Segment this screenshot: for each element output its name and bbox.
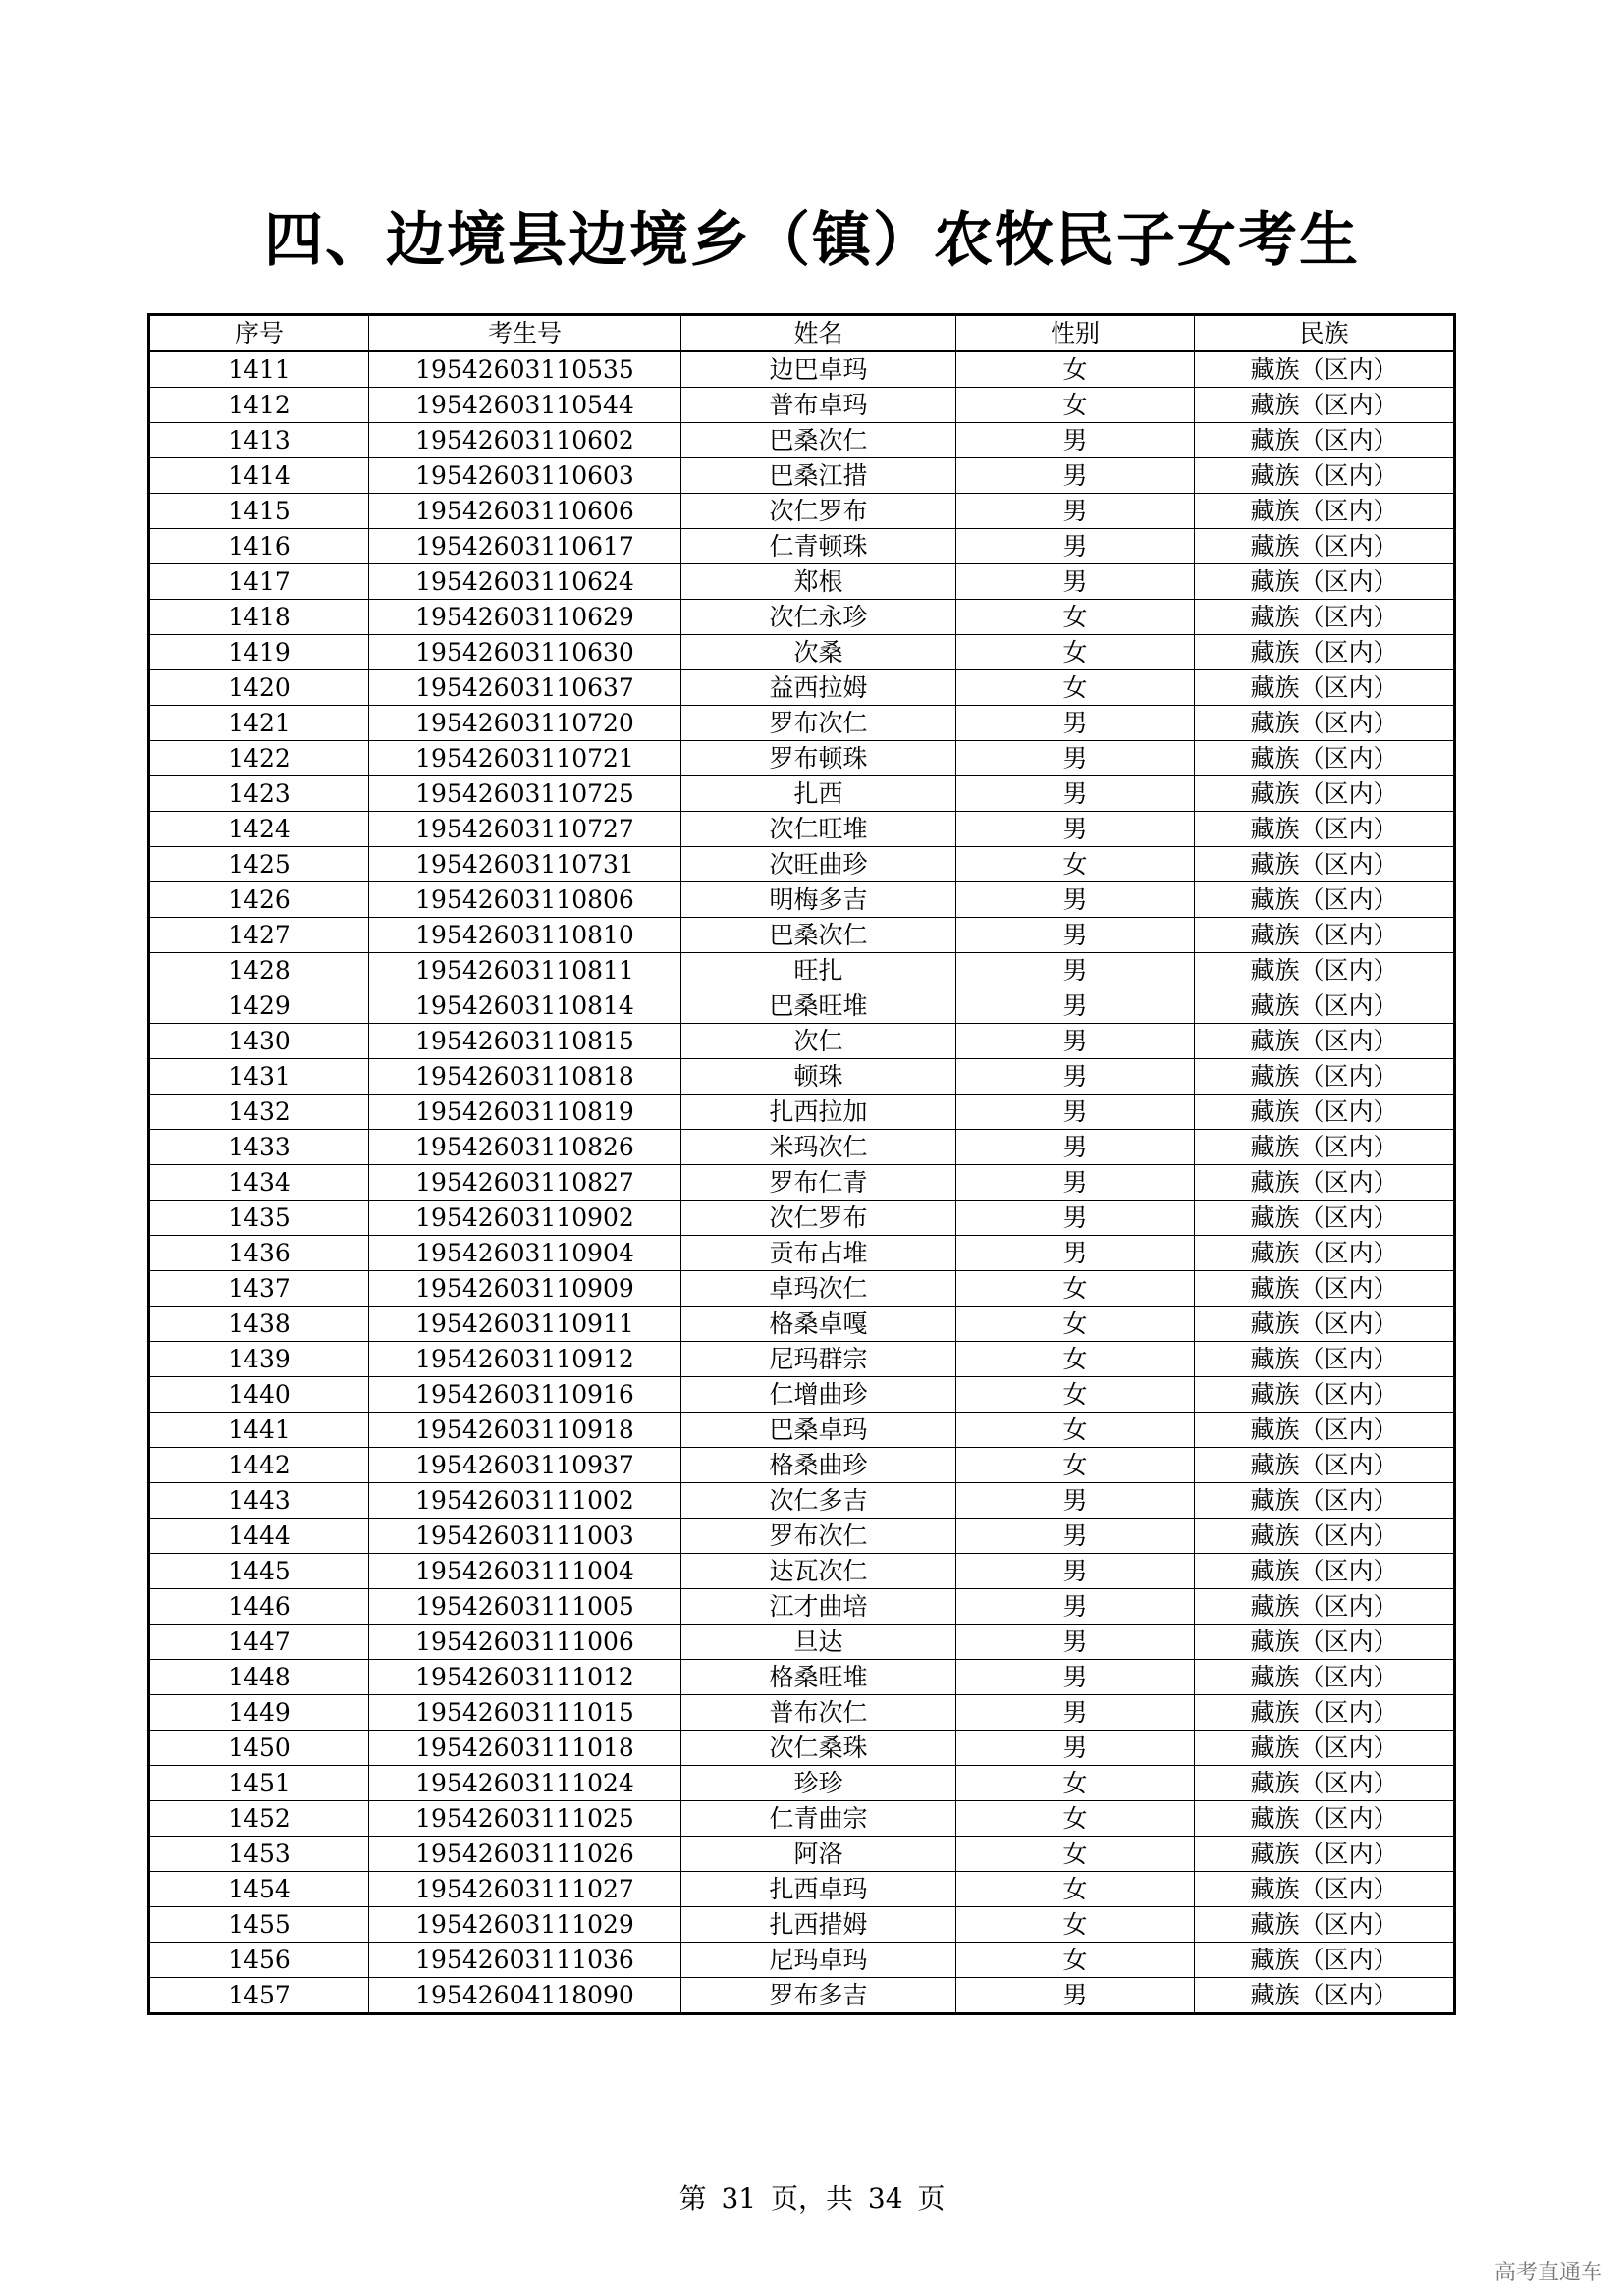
cell-ethnicity: 藏族（区内）	[1195, 953, 1455, 988]
cell-gender: 女	[956, 1307, 1195, 1342]
table-row	[149, 741, 1455, 776]
cell-gender: 男	[956, 423, 1195, 458]
cell-exam-id: 19542603111025	[369, 1801, 681, 1837]
cell-ethnicity: 藏族（区内）	[1195, 1660, 1455, 1695]
table-row	[149, 776, 1455, 812]
watermark-text: 高考直通车	[1493, 2261, 1602, 2285]
table-row	[149, 423, 1455, 458]
cell-exam-id: 19542603110721	[369, 741, 681, 776]
cell-ethnicity: 藏族（区内）	[1195, 1236, 1455, 1271]
cell-exam-id: 19542603110827	[369, 1165, 681, 1201]
cell-exam-id: 19542603110916	[369, 1377, 681, 1413]
cell-ethnicity: 藏族（区内）	[1195, 458, 1455, 494]
cell-exam-id: 19542603110815	[369, 1024, 681, 1059]
cell-gender: 男	[956, 1519, 1195, 1554]
table-row	[149, 635, 1455, 670]
cell-exam-id: 19542603110544	[369, 388, 681, 423]
cell-gender: 女	[956, 847, 1195, 882]
cell-gender: 女	[956, 1907, 1195, 1943]
cell-name: 普布卓玛	[681, 388, 956, 423]
cell-index: 1430	[149, 1024, 369, 1059]
cell-name: 阿洛	[681, 1837, 956, 1872]
cell-name: 仁青顿珠	[681, 529, 956, 564]
table-row	[149, 1872, 1455, 1907]
cell-name: 次仁罗布	[681, 1201, 956, 1236]
cell-gender: 男	[956, 1625, 1195, 1660]
cell-name: 旦达	[681, 1625, 956, 1660]
cell-name: 卓玛次仁	[681, 1271, 956, 1307]
cell-ethnicity: 藏族（区内）	[1195, 1625, 1455, 1660]
table-row	[149, 1695, 1455, 1731]
cell-name: 珍珍	[681, 1766, 956, 1801]
table-header	[149, 315, 1455, 352]
cell-name: 米玛次仁	[681, 1130, 956, 1165]
cell-name: 巴桑次仁	[681, 918, 956, 953]
cell-name: 次桑	[681, 635, 956, 670]
table-row	[149, 1837, 1455, 1872]
cell-ethnicity: 藏族（区内）	[1195, 1095, 1455, 1130]
cell-name: 次仁永珍	[681, 600, 956, 635]
cell-ethnicity: 藏族（区内）	[1195, 1872, 1455, 1907]
table-row	[149, 458, 1455, 494]
table-row	[149, 1307, 1455, 1342]
cell-name: 顿珠	[681, 1059, 956, 1095]
table-row	[149, 1801, 1455, 1837]
cell-index: 1436	[149, 1236, 369, 1271]
cell-gender: 男	[956, 564, 1195, 600]
cell-exam-id: 19542603111004	[369, 1554, 681, 1589]
cell-exam-id: 19542603111005	[369, 1589, 681, 1625]
cell-exam-id: 19542603111026	[369, 1837, 681, 1872]
cell-ethnicity: 藏族（区内）	[1195, 812, 1455, 847]
cell-exam-id: 19542604118090	[369, 1978, 681, 2014]
table-row	[149, 1342, 1455, 1377]
column-header-exam-id: 考生号	[369, 315, 681, 352]
page-footer: 第 31 页，共 34 页	[678, 2182, 946, 2215]
cell-ethnicity: 藏族（区内）	[1195, 423, 1455, 458]
cell-index: 1455	[149, 1907, 369, 1943]
cell-index: 1419	[149, 635, 369, 670]
cell-name: 仁增曲珍	[681, 1377, 956, 1413]
cell-name: 扎西拉加	[681, 1095, 956, 1130]
cell-index: 1422	[149, 741, 369, 776]
cell-exam-id: 19542603110810	[369, 918, 681, 953]
cell-gender: 男	[956, 988, 1195, 1024]
cell-index: 1442	[149, 1448, 369, 1483]
cell-gender: 男	[956, 494, 1195, 529]
cell-exam-id: 19542603110602	[369, 423, 681, 458]
cell-index: 1456	[149, 1943, 369, 1978]
table-row	[149, 882, 1455, 918]
cell-ethnicity: 藏族（区内）	[1195, 1342, 1455, 1377]
cell-name: 郑根	[681, 564, 956, 600]
table-row	[149, 953, 1455, 988]
cell-index: 1433	[149, 1130, 369, 1165]
cell-name: 次旺曲珍	[681, 847, 956, 882]
table-row	[149, 1236, 1455, 1271]
table-row	[149, 1660, 1455, 1695]
cell-gender: 女	[956, 1448, 1195, 1483]
cell-ethnicity: 藏族（区内）	[1195, 1130, 1455, 1165]
cell-gender: 男	[956, 1236, 1195, 1271]
cell-exam-id: 19542603110720	[369, 706, 681, 741]
cell-gender: 女	[956, 1943, 1195, 1978]
cell-gender: 女	[956, 388, 1195, 423]
cell-ethnicity: 藏族（区内）	[1195, 1483, 1455, 1519]
cell-name: 达瓦次仁	[681, 1554, 956, 1589]
cell-index: 1443	[149, 1483, 369, 1519]
cell-index: 1454	[149, 1872, 369, 1907]
table-row	[149, 494, 1455, 529]
cell-name: 格桑曲珍	[681, 1448, 956, 1483]
table-row	[149, 1731, 1455, 1766]
cell-exam-id: 19542603110937	[369, 1448, 681, 1483]
table-row	[149, 1024, 1455, 1059]
table-row	[149, 1201, 1455, 1236]
cell-index: 1414	[149, 458, 369, 494]
cell-name: 贡布占堆	[681, 1236, 956, 1271]
cell-gender: 女	[956, 1872, 1195, 1907]
table-body	[149, 351, 1455, 2014]
cell-ethnicity: 藏族（区内）	[1195, 1413, 1455, 1448]
table-row	[149, 1059, 1455, 1095]
cell-ethnicity: 藏族（区内）	[1195, 635, 1455, 670]
table-row	[149, 1413, 1455, 1448]
cell-index: 1445	[149, 1554, 369, 1589]
cell-ethnicity: 藏族（区内）	[1195, 741, 1455, 776]
table-row	[149, 918, 1455, 953]
cell-index: 1457	[149, 1978, 369, 2014]
cell-name: 明梅多吉	[681, 882, 956, 918]
cell-gender: 女	[956, 1837, 1195, 1872]
cell-name: 次仁旺堆	[681, 812, 956, 847]
cell-exam-id: 19542603111036	[369, 1943, 681, 1978]
cell-ethnicity: 藏族（区内）	[1195, 1307, 1455, 1342]
cell-name: 扎西卓玛	[681, 1872, 956, 1907]
cell-name: 普布次仁	[681, 1695, 956, 1731]
cell-gender: 男	[956, 953, 1195, 988]
cell-name: 仁青曲宗	[681, 1801, 956, 1837]
cell-exam-id: 19542603110731	[369, 847, 681, 882]
table-row	[149, 388, 1455, 423]
cell-ethnicity: 藏族（区内）	[1195, 1554, 1455, 1589]
cell-exam-id: 19542603110603	[369, 458, 681, 494]
cell-gender: 男	[956, 741, 1195, 776]
cell-ethnicity: 藏族（区内）	[1195, 1837, 1455, 1872]
cell-ethnicity: 藏族（区内）	[1195, 1589, 1455, 1625]
cell-name: 巴桑江措	[681, 458, 956, 494]
cell-exam-id: 19542603110902	[369, 1201, 681, 1236]
cell-exam-id: 19542603110912	[369, 1342, 681, 1377]
cell-gender: 男	[956, 1483, 1195, 1519]
cell-index: 1452	[149, 1801, 369, 1837]
table-row	[149, 1907, 1455, 1943]
cell-index: 1441	[149, 1413, 369, 1448]
cell-name: 罗布仁青	[681, 1165, 956, 1201]
cell-gender: 女	[956, 635, 1195, 670]
cell-exam-id: 19542603110727	[369, 812, 681, 847]
cell-ethnicity: 藏族（区内）	[1195, 1519, 1455, 1554]
table-row	[149, 1271, 1455, 1307]
cell-exam-id: 19542603110617	[369, 529, 681, 564]
cell-name: 次仁	[681, 1024, 956, 1059]
cell-ethnicity: 藏族（区内）	[1195, 776, 1455, 812]
table-row	[149, 564, 1455, 600]
cell-exam-id: 19542603110637	[369, 670, 681, 706]
table-row	[149, 1483, 1455, 1519]
table-row	[149, 1978, 1455, 2014]
cell-exam-id: 19542603110814	[369, 988, 681, 1024]
cell-index: 1429	[149, 988, 369, 1024]
cell-ethnicity: 藏族（区内）	[1195, 847, 1455, 882]
cell-gender: 男	[956, 882, 1195, 918]
cell-name: 罗布多吉	[681, 1978, 956, 2014]
cell-ethnicity: 藏族（区内）	[1195, 918, 1455, 953]
table-row	[149, 1943, 1455, 1978]
cell-gender: 男	[956, 529, 1195, 564]
cell-index: 1432	[149, 1095, 369, 1130]
cell-index: 1423	[149, 776, 369, 812]
cell-ethnicity: 藏族（区内）	[1195, 670, 1455, 706]
cell-exam-id: 19542603110629	[369, 600, 681, 635]
cell-ethnicity: 藏族（区内）	[1195, 1907, 1455, 1943]
cell-exam-id: 19542603110819	[369, 1095, 681, 1130]
table-row	[149, 1589, 1455, 1625]
cell-ethnicity: 藏族（区内）	[1195, 1695, 1455, 1731]
cell-name: 格桑旺堆	[681, 1660, 956, 1695]
cell-gender: 男	[956, 812, 1195, 847]
header-row	[149, 315, 1455, 352]
cell-index: 1426	[149, 882, 369, 918]
cell-name: 巴桑卓玛	[681, 1413, 956, 1448]
cell-index: 1435	[149, 1201, 369, 1236]
cell-exam-id: 19542603111015	[369, 1695, 681, 1731]
cell-index: 1453	[149, 1837, 369, 1872]
cell-ethnicity: 藏族（区内）	[1195, 1943, 1455, 1978]
cell-gender: 女	[956, 600, 1195, 635]
table-row	[149, 670, 1455, 706]
cell-name: 次仁桑珠	[681, 1731, 956, 1766]
cell-ethnicity: 藏族（区内）	[1195, 351, 1455, 388]
table-row	[149, 1625, 1455, 1660]
cell-ethnicity: 藏族（区内）	[1195, 564, 1455, 600]
cell-gender: 男	[956, 1978, 1195, 2014]
column-header-name: 姓名	[681, 315, 956, 352]
cell-ethnicity: 藏族（区内）	[1195, 1024, 1455, 1059]
cell-ethnicity: 藏族（区内）	[1195, 1731, 1455, 1766]
cell-exam-id: 19542603111027	[369, 1872, 681, 1907]
cell-exam-id: 19542603110535	[369, 351, 681, 388]
cell-index: 1415	[149, 494, 369, 529]
cell-name: 旺扎	[681, 953, 956, 988]
cell-ethnicity: 藏族（区内）	[1195, 706, 1455, 741]
table-row	[149, 529, 1455, 564]
cell-index: 1450	[149, 1731, 369, 1766]
table-row	[149, 988, 1455, 1024]
cell-index: 1421	[149, 706, 369, 741]
table-row	[149, 1130, 1455, 1165]
cell-index: 1416	[149, 529, 369, 564]
cell-index: 1427	[149, 918, 369, 953]
cell-gender: 男	[956, 1660, 1195, 1695]
cell-exam-id: 19542603110725	[369, 776, 681, 812]
cell-name: 巴桑旺堆	[681, 988, 956, 1024]
cell-exam-id: 19542603111024	[369, 1766, 681, 1801]
cell-gender: 男	[956, 458, 1195, 494]
cell-gender: 男	[956, 706, 1195, 741]
cell-gender: 男	[956, 1554, 1195, 1589]
table-row	[149, 1448, 1455, 1483]
cell-name: 巴桑次仁	[681, 423, 956, 458]
cell-name: 次仁罗布	[681, 494, 956, 529]
cell-gender: 男	[956, 1095, 1195, 1130]
table-row	[149, 1095, 1455, 1130]
cell-exam-id: 19542603110904	[369, 1236, 681, 1271]
cell-name: 扎西	[681, 776, 956, 812]
cell-gender: 男	[956, 1201, 1195, 1236]
cell-exam-id: 19542603111002	[369, 1483, 681, 1519]
cell-name: 罗布次仁	[681, 706, 956, 741]
cell-exam-id: 19542603111018	[369, 1731, 681, 1766]
cell-name: 尼玛群宗	[681, 1342, 956, 1377]
document-title: 四、边境县边境乡（镇）农牧民子女考生	[264, 206, 1360, 275]
cell-index: 1451	[149, 1766, 369, 1801]
cell-gender: 女	[956, 1342, 1195, 1377]
column-header-gender: 性别	[956, 315, 1195, 352]
cell-gender: 男	[956, 918, 1195, 953]
table-row	[149, 812, 1455, 847]
cell-gender: 男	[956, 1059, 1195, 1095]
cell-exam-id: 19542603110624	[369, 564, 681, 600]
cell-exam-id: 19542603110806	[369, 882, 681, 918]
cell-gender: 女	[956, 1766, 1195, 1801]
table-row	[149, 600, 1455, 635]
cell-index: 1447	[149, 1625, 369, 1660]
cell-name: 扎西措姆	[681, 1907, 956, 1943]
cell-index: 1434	[149, 1165, 369, 1201]
cell-index: 1437	[149, 1271, 369, 1307]
cell-ethnicity: 藏族（区内）	[1195, 600, 1455, 635]
cell-index: 1424	[149, 812, 369, 847]
cell-index: 1411	[149, 351, 369, 388]
cell-exam-id: 19542603111006	[369, 1625, 681, 1660]
cell-ethnicity: 藏族（区内）	[1195, 1978, 1455, 2014]
cell-ethnicity: 藏族（区内）	[1195, 1377, 1455, 1413]
cell-name: 尼玛卓玛	[681, 1943, 956, 1978]
cell-exam-id: 19542603110826	[369, 1130, 681, 1165]
table-row	[149, 1519, 1455, 1554]
cell-gender: 女	[956, 670, 1195, 706]
table-row	[149, 1165, 1455, 1201]
cell-ethnicity: 藏族（区内）	[1195, 529, 1455, 564]
cell-ethnicity: 藏族（区内）	[1195, 988, 1455, 1024]
cell-exam-id: 19542603110630	[369, 635, 681, 670]
table-row	[149, 351, 1455, 388]
cell-index: 1431	[149, 1059, 369, 1095]
cell-index: 1444	[149, 1519, 369, 1554]
cell-ethnicity: 藏族（区内）	[1195, 1059, 1455, 1095]
cell-gender: 女	[956, 351, 1195, 388]
table-row	[149, 1377, 1455, 1413]
cell-gender: 女	[956, 1801, 1195, 1837]
cell-exam-id: 19542603110909	[369, 1271, 681, 1307]
cell-ethnicity: 藏族（区内）	[1195, 1448, 1455, 1483]
cell-ethnicity: 藏族（区内）	[1195, 1165, 1455, 1201]
cell-index: 1417	[149, 564, 369, 600]
cell-exam-id: 19542603111029	[369, 1907, 681, 1943]
column-header-ethnicity: 民族	[1195, 315, 1455, 352]
cell-exam-id: 19542603111003	[369, 1519, 681, 1554]
cell-name: 边巴卓玛	[681, 351, 956, 388]
cell-gender: 女	[956, 1413, 1195, 1448]
cell-exam-id: 19542603110811	[369, 953, 681, 988]
cell-exam-id: 19542603110918	[369, 1413, 681, 1448]
cell-index: 1439	[149, 1342, 369, 1377]
table-row	[149, 847, 1455, 882]
cell-gender: 女	[956, 1377, 1195, 1413]
cell-exam-id: 19542603110818	[369, 1059, 681, 1095]
cell-gender: 女	[956, 1271, 1195, 1307]
table-row	[149, 1554, 1455, 1589]
cell-index: 1412	[149, 388, 369, 423]
cell-ethnicity: 藏族（区内）	[1195, 1801, 1455, 1837]
cell-exam-id: 19542603110606	[369, 494, 681, 529]
cell-index: 1446	[149, 1589, 369, 1625]
cell-index: 1438	[149, 1307, 369, 1342]
candidate-table	[147, 313, 1456, 2015]
cell-index: 1425	[149, 847, 369, 882]
cell-exam-id: 19542603110911	[369, 1307, 681, 1342]
table-row	[149, 1766, 1455, 1801]
cell-gender: 男	[956, 776, 1195, 812]
cell-ethnicity: 藏族（区内）	[1195, 494, 1455, 529]
cell-index: 1413	[149, 423, 369, 458]
cell-ethnicity: 藏族（区内）	[1195, 1766, 1455, 1801]
cell-ethnicity: 藏族（区内）	[1195, 1201, 1455, 1236]
cell-name: 益西拉姆	[681, 670, 956, 706]
column-header-index: 序号	[149, 315, 369, 352]
cell-name: 罗布顿珠	[681, 741, 956, 776]
cell-index: 1448	[149, 1660, 369, 1695]
cell-gender: 男	[956, 1695, 1195, 1731]
cell-index: 1449	[149, 1695, 369, 1731]
cell-index: 1420	[149, 670, 369, 706]
cell-ethnicity: 藏族（区内）	[1195, 882, 1455, 918]
cell-name: 江才曲培	[681, 1589, 956, 1625]
cell-gender: 男	[956, 1589, 1195, 1625]
table-row	[149, 706, 1455, 741]
cell-name: 格桑卓嘎	[681, 1307, 956, 1342]
cell-gender: 男	[956, 1130, 1195, 1165]
cell-exam-id: 19542603111012	[369, 1660, 681, 1695]
cell-gender: 男	[956, 1024, 1195, 1059]
cell-ethnicity: 藏族（区内）	[1195, 1271, 1455, 1307]
cell-index: 1418	[149, 600, 369, 635]
cell-gender: 男	[956, 1731, 1195, 1766]
cell-name: 次仁多吉	[681, 1483, 956, 1519]
cell-gender: 男	[956, 1165, 1195, 1201]
cell-name: 罗布次仁	[681, 1519, 956, 1554]
cell-index: 1428	[149, 953, 369, 988]
cell-index: 1440	[149, 1377, 369, 1413]
cell-ethnicity: 藏族（区内）	[1195, 388, 1455, 423]
